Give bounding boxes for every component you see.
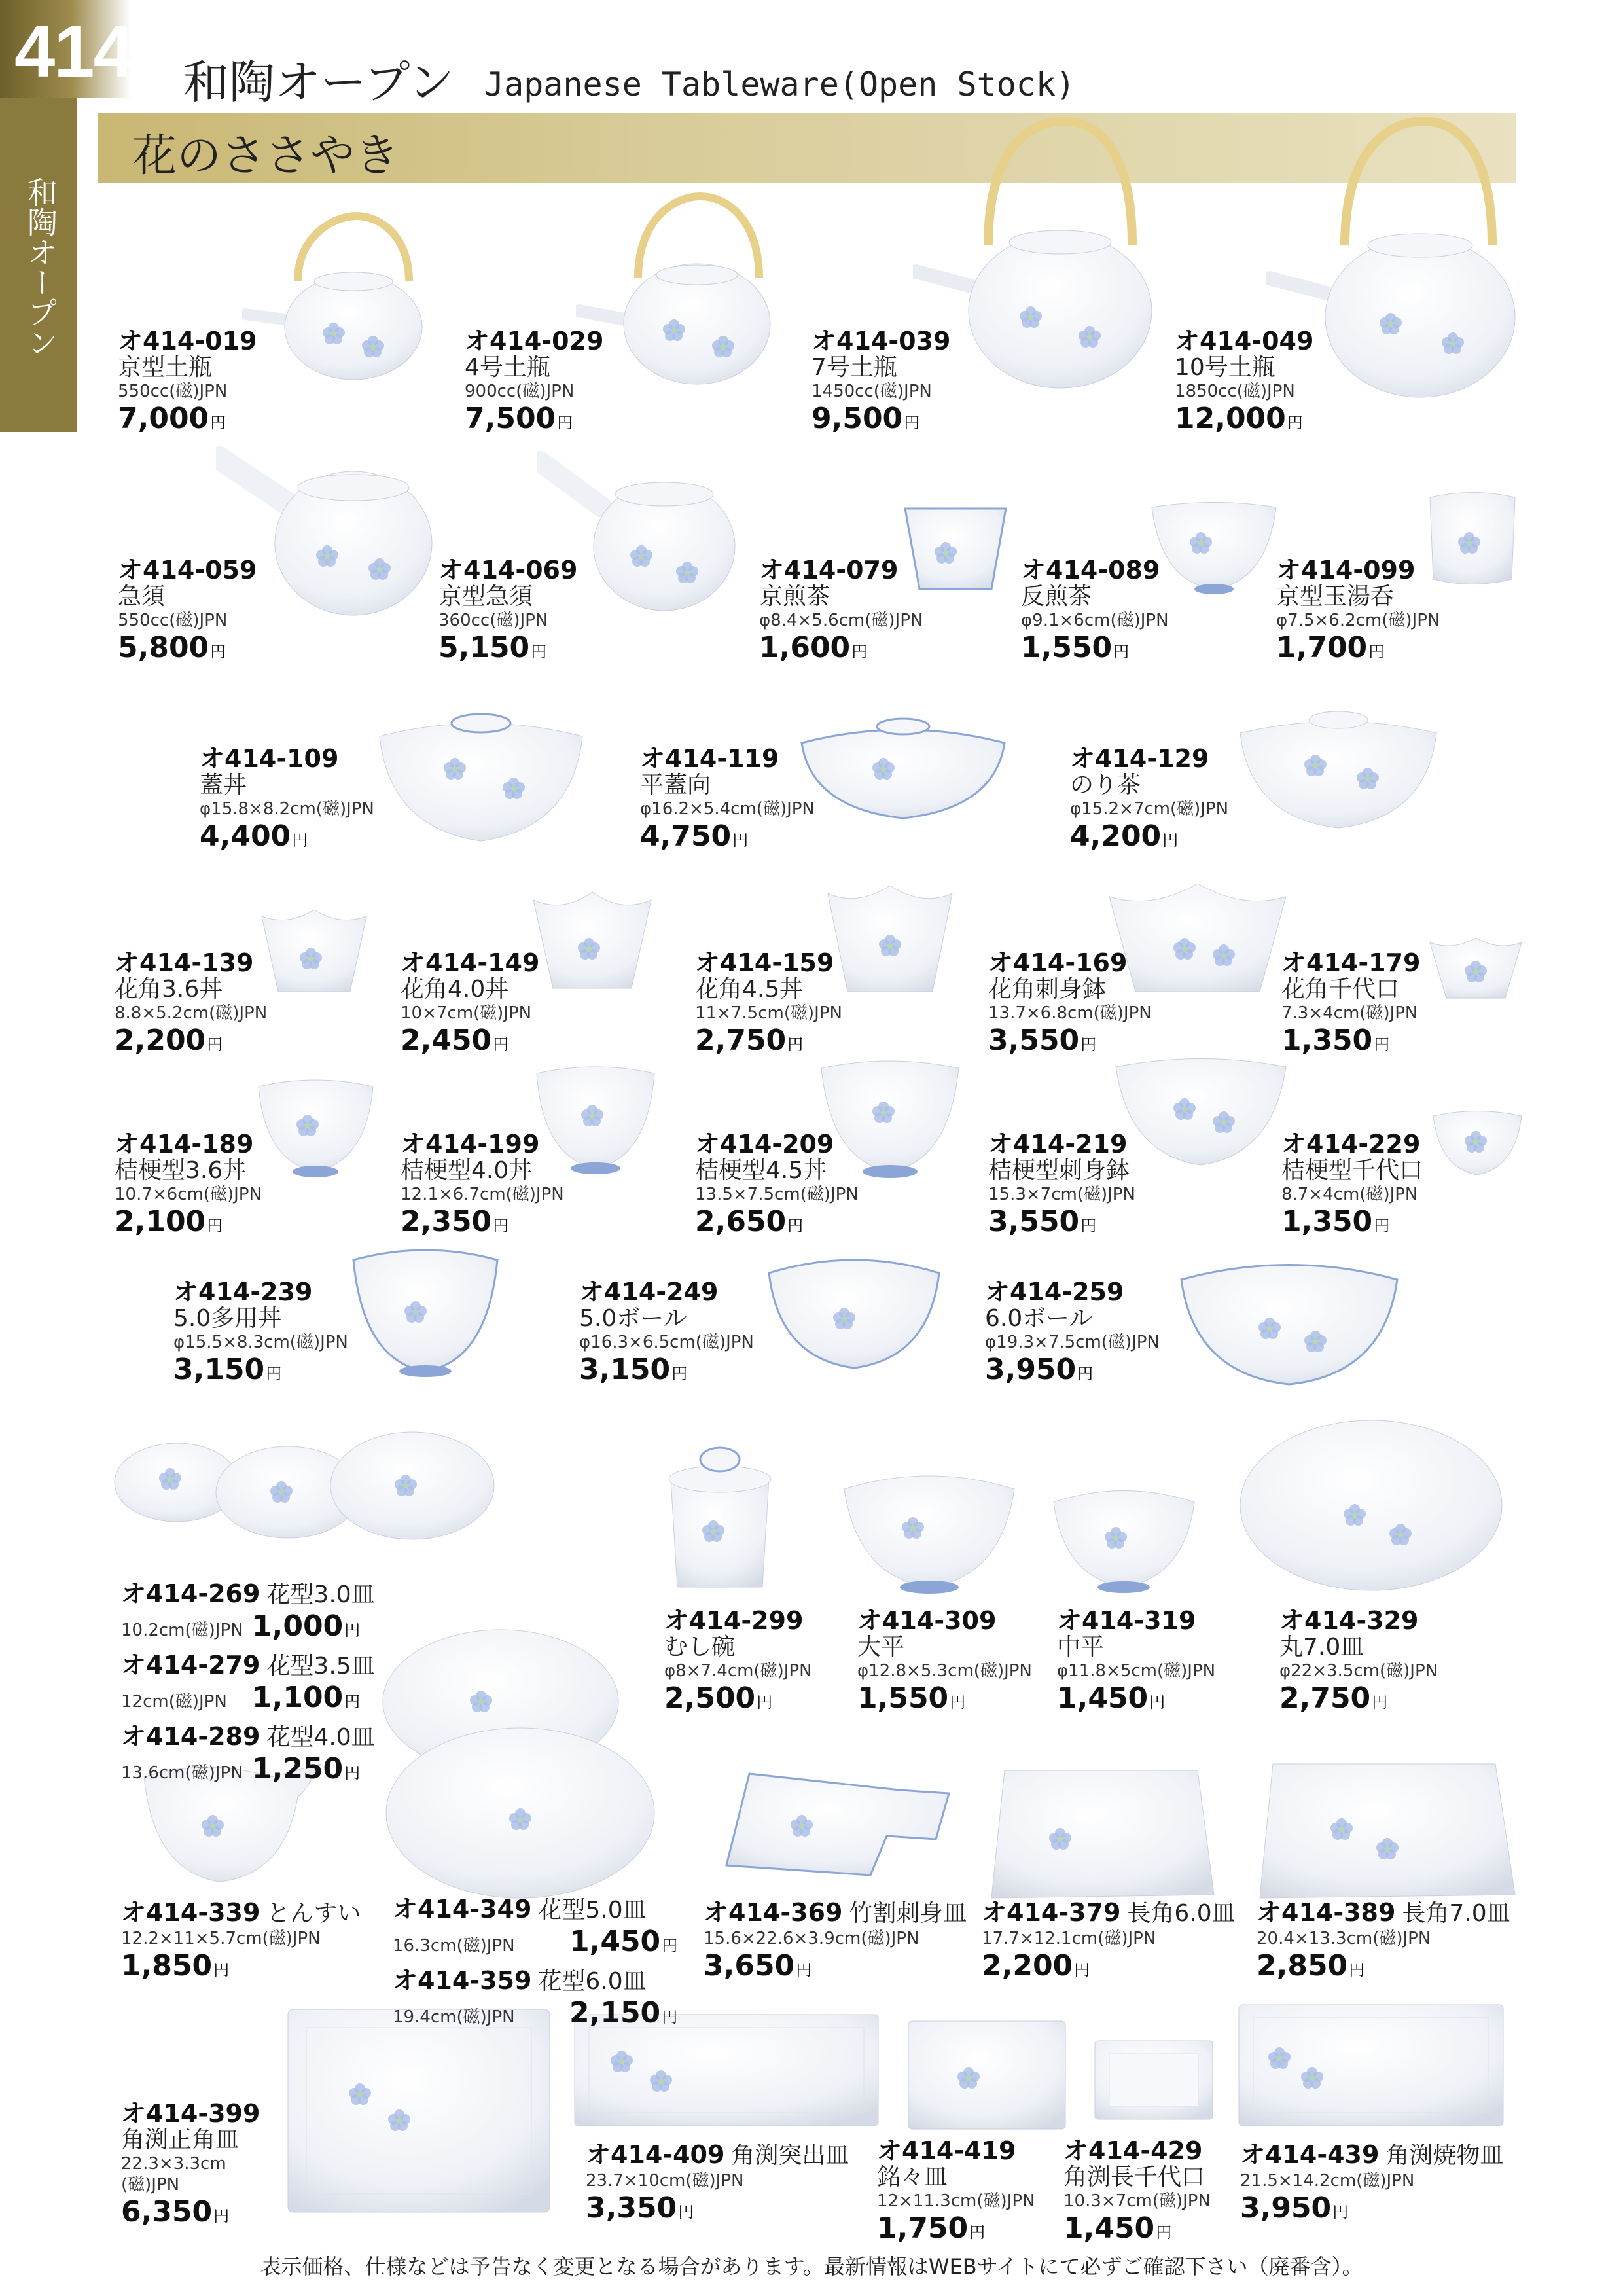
product-code: オ414-329 — [1279, 1606, 1419, 1635]
product-spec: 550cc(磁)JPN — [118, 611, 228, 630]
product-029[interactable] — [465, 327, 603, 440]
product-photo-399 — [281, 2003, 556, 2219]
product-price: 1,750円 — [877, 2212, 986, 2245]
product-photo-179 — [1427, 933, 1525, 1005]
product-189[interactable] — [115, 1130, 262, 1243]
product-179[interactable] — [1281, 949, 1420, 1062]
product-price: 2,750円 — [1279, 1681, 1388, 1715]
product-name: 角渕正角皿 — [121, 2126, 240, 2153]
product-name: 丸7.0皿 — [1279, 1634, 1364, 1660]
product-spec: φ8.4×5.6cm(磁)JPN — [759, 611, 923, 630]
product-419[interactable] — [877, 2137, 1035, 2250]
product-name: 角渕突出皿 — [731, 2142, 849, 2169]
product-code: オ414-069 — [438, 556, 578, 584]
product-spec: 10.3×7cm(磁)JPN — [1063, 2191, 1211, 2211]
product-spec: φ22×3.5cm(磁)JPN — [1279, 1661, 1438, 1681]
product-code: オ414-139 — [115, 948, 254, 977]
product-price: 2,150円 — [569, 1996, 678, 2030]
product-spec: φ12.8×5.3cm(磁)JPN — [857, 1661, 1032, 1681]
product-spec: 20.4×13.3cm(磁)JPN — [1257, 1929, 1431, 1948]
product-price: 2,200円 — [115, 1024, 223, 1057]
product-price: 2,350円 — [401, 1205, 509, 1238]
product-code: オ414-419 — [877, 2136, 1016, 2165]
product-price: 4,400円 — [200, 819, 308, 853]
product-spec: 13.6cm(磁)JPN — [121, 1763, 243, 1783]
product-379[interactable] — [982, 1895, 1236, 1987]
product-spec: 15.3×7cm(磁)JPN — [988, 1185, 1135, 1204]
product-name: とんすい — [266, 1900, 361, 1927]
product-price: 1,450円 — [1063, 2212, 1172, 2245]
product-price: 2,850円 — [1257, 1949, 1365, 1982]
product-spec: 23.7×10cm(磁)JPN — [586, 2171, 744, 2191]
product-069[interactable] — [438, 556, 577, 669]
product-name: 京型土瓶 — [118, 354, 213, 381]
product-photo-309 — [841, 1463, 1018, 1597]
product-name: 花角3.6丼 — [115, 976, 223, 1003]
product-spec: 12×11.3cm(磁)JPN — [877, 2191, 1035, 2211]
product-price: 1,450円 — [1057, 1681, 1166, 1715]
product-spec: 1850cc(磁)JPN — [1175, 382, 1295, 401]
product-spec: 15.6×22.6×3.9cm(磁)JPN — [704, 1929, 919, 1948]
product-price: 3,950円 — [985, 1353, 1094, 1386]
product-photo-129 — [1237, 687, 1440, 838]
product-269[interactable] — [121, 1576, 375, 1647]
product-spec: 17.7×12.1cm(磁)JPN — [982, 1929, 1156, 1948]
product-309[interactable] — [857, 1607, 1032, 1719]
product-photo-369 — [723, 1767, 952, 1882]
product-photo-429 — [1090, 2036, 1217, 2124]
product-109[interactable] — [200, 745, 374, 857]
product-price: 1,250円 — [252, 1752, 361, 1785]
product-name: 花型4.0皿 — [266, 1724, 375, 1751]
product-079[interactable] — [759, 556, 923, 669]
product-price: 1,700円 — [1276, 631, 1385, 664]
product-code: オ414-239 — [173, 1278, 313, 1306]
product-name: 6.0ボール — [985, 1305, 1093, 1332]
product-name: 反煎茶 — [1021, 583, 1092, 610]
product-169[interactable] — [988, 949, 1152, 1062]
product-code: オ414-319 — [1057, 1606, 1196, 1635]
product-149[interactable] — [401, 949, 539, 1062]
product-price: 3,150円 — [579, 1353, 688, 1386]
product-name: 桔梗型千代口 — [1281, 1157, 1423, 1184]
page-title-en: Japanese Tableware(Open Stock) — [484, 65, 1076, 103]
product-photo-189 — [255, 1073, 376, 1181]
product-price: 1,600円 — [759, 631, 868, 664]
product-spec: 16.3cm(磁)JPN — [393, 1936, 515, 1956]
page-title: 和陶オープン — [183, 56, 454, 109]
product-price: 3,350円 — [586, 2191, 694, 2225]
product-name: 花角刺身鉢 — [988, 976, 1107, 1003]
product-159[interactable] — [695, 949, 842, 1062]
product-code: オ414-379 — [982, 1898, 1121, 1927]
product-name: 5.0ボール — [579, 1305, 687, 1332]
product-name: 長角7.0皿 — [1402, 1900, 1510, 1927]
product-price: 3,950円 — [1240, 2191, 1349, 2225]
product-name: 中平 — [1057, 1634, 1105, 1660]
product-price: 1,100円 — [252, 1681, 361, 1714]
product-price: 5,800円 — [118, 631, 226, 664]
product-price: 2,750円 — [695, 1024, 804, 1057]
product-photo-019 — [242, 190, 452, 386]
product-spec: 13.5×7.5cm(磁)JPN — [695, 1185, 859, 1204]
product-price: 5,150円 — [438, 631, 547, 664]
product-spec: 900cc(磁)JPN — [465, 382, 575, 401]
product-code: オ414-289 — [121, 1722, 260, 1751]
product-price: 7,000円 — [118, 402, 226, 435]
product-code: オ414-249 — [579, 1278, 719, 1306]
product-photo-219 — [1113, 1050, 1289, 1175]
product-439[interactable] — [1240, 2137, 1503, 2229]
product-spec: 550cc(磁)JPN — [118, 382, 228, 401]
product-name: 桔梗型3.6丼 — [115, 1157, 247, 1184]
product-code: オ414-019 — [118, 327, 257, 355]
product-259[interactable] — [985, 1278, 1160, 1391]
product-name: 花角4.5丼 — [695, 976, 804, 1003]
product-spec: 22.3×3.3cm — [121, 2154, 226, 2174]
product-code: オ414-309 — [857, 1606, 997, 1635]
product-code: オ414-039 — [812, 327, 951, 355]
product-409[interactable] — [586, 2137, 849, 2229]
product-spec: φ9.1×6cm(磁)JPN — [1021, 611, 1169, 630]
product-price: 4,750円 — [640, 819, 749, 853]
product-price: 2,500円 — [664, 1681, 773, 1715]
product-spec: 10×7cm(磁)JPN — [401, 1003, 532, 1023]
product-code: オ414-219 — [988, 1130, 1128, 1158]
product-spec: 8.7×4cm(磁)JPN — [1281, 1185, 1418, 1204]
product-119[interactable] — [640, 745, 815, 857]
product-photo-229 — [1430, 1106, 1525, 1181]
product-photo-379 — [988, 1761, 1217, 1908]
section-title: 花のささやき — [132, 130, 400, 182]
product-code: オ414-199 — [401, 1130, 540, 1158]
product-239[interactable] — [173, 1278, 348, 1391]
product-code: オ414-109 — [200, 744, 339, 773]
product-name: 花角千代口 — [1281, 976, 1400, 1003]
product-219[interactable] — [988, 1130, 1135, 1243]
product-spec: 11×7.5cm(磁)JPN — [695, 1003, 842, 1023]
product-photo-029 — [576, 180, 792, 389]
product-price: 4,200円 — [1070, 819, 1179, 853]
product-code: オ414-409 — [586, 2140, 725, 2169]
product-199[interactable] — [401, 1130, 564, 1243]
product-spec: 19.4cm(磁)JPN — [393, 2007, 515, 2027]
product-photo-349-359 — [376, 1623, 658, 1905]
product-spec: 12cm(磁)JPN — [121, 1692, 227, 1712]
product-photo-269-289 — [111, 1420, 497, 1564]
product-name: 桔梗型4.0丼 — [401, 1157, 533, 1184]
product-name: 花型3.5皿 — [266, 1653, 375, 1679]
product-name: 京型急須 — [438, 583, 533, 610]
product-photo-389 — [1257, 1757, 1518, 1905]
product-price: 1,850円 — [121, 1949, 230, 1982]
page-number-block — [0, 0, 131, 98]
product-photo-319 — [1050, 1479, 1198, 1597]
product-price: 3,150円 — [173, 1353, 282, 1386]
product-name: 10号土瓶 — [1175, 354, 1275, 381]
product-price: 3,650円 — [704, 1949, 812, 1982]
product-price: 1,000円 — [252, 1609, 361, 1643]
product-photo-239 — [350, 1240, 501, 1381]
product-name: 蓋丼 — [200, 772, 247, 798]
product-name: 京型玉湯呑 — [1276, 583, 1395, 610]
product-code: オ414-169 — [988, 948, 1128, 977]
product-price: 12,000円 — [1175, 402, 1303, 435]
product-price: 1,350円 — [1281, 1024, 1390, 1057]
product-photo-259 — [1178, 1250, 1400, 1391]
product-code: オ414-229 — [1281, 1130, 1421, 1158]
product-name: 花型6.0皿 — [538, 1968, 647, 1995]
product-139[interactable] — [115, 949, 267, 1062]
product-code: オ414-359 — [393, 1966, 532, 1995]
product-name: のり茶 — [1070, 772, 1141, 798]
product-name: 花型3.0皿 — [266, 1581, 375, 1608]
product-photo-439 — [1234, 2000, 1508, 2130]
product-name: 4号土瓶 — [465, 354, 550, 381]
product-019[interactable] — [118, 327, 257, 440]
product-price: 9,500円 — [812, 402, 920, 435]
product-spec: 21.5×14.2cm(磁)JPN — [1240, 2171, 1415, 2191]
product-photo-039 — [913, 115, 1168, 396]
product-price: 1,550円 — [857, 1681, 966, 1715]
product-code: オ414-159 — [695, 948, 834, 977]
product-photo-109 — [376, 684, 586, 854]
product-349-359-block — [393, 1892, 677, 2034]
product-code: オ414-029 — [465, 327, 604, 355]
product-code: オ414-049 — [1175, 327, 1314, 355]
product-329[interactable] — [1279, 1607, 1438, 1719]
product-spec: φ15.2×7cm(磁)JPN — [1070, 799, 1229, 819]
product-code: オ414-429 — [1063, 2136, 1203, 2165]
product-289[interactable] — [121, 1719, 375, 1790]
product-spec: 12.1×6.7cm(磁)JPN — [401, 1185, 564, 1204]
product-price: 7,500円 — [465, 402, 573, 435]
product-name: 花角4.0丼 — [401, 976, 509, 1003]
product-name: 桔梗型4.5丼 — [695, 1157, 827, 1184]
product-photo-119 — [798, 697, 1008, 828]
product-code: オ414-089 — [1021, 556, 1160, 584]
product-code: オ414-209 — [695, 1130, 834, 1158]
product-name: 花型5.0皿 — [538, 1897, 647, 1924]
product-code: オ414-179 — [1281, 948, 1421, 977]
product-399[interactable] — [121, 2100, 260, 2233]
product-name: 角渕長千代口 — [1063, 2164, 1205, 2191]
product-code: オ414-059 — [118, 556, 257, 584]
product-389[interactable] — [1257, 1895, 1510, 1987]
product-name: 大平 — [857, 1634, 905, 1660]
product-price: 2,200円 — [982, 1949, 1090, 1982]
product-price: 2,450円 — [401, 1024, 509, 1057]
product-code: オ414-099 — [1276, 556, 1416, 584]
product-code: オ414-129 — [1070, 744, 1209, 773]
product-code: オ414-279 — [121, 1651, 260, 1679]
product-code: オ414-439 — [1240, 2140, 1380, 2169]
product-photo-149 — [530, 887, 654, 998]
product-spec: φ11.8×5cm(磁)JPN — [1057, 1661, 1216, 1681]
product-059[interactable] — [118, 556, 257, 669]
product-299[interactable] — [664, 1607, 812, 1719]
product-code: オ414-399 — [121, 2099, 260, 2128]
product-code: オ414-259 — [985, 1278, 1124, 1306]
product-049[interactable] — [1175, 327, 1313, 440]
product-name: 平蓋向 — [640, 772, 711, 798]
product-429[interactable] — [1063, 2137, 1211, 2250]
product-price: 1,350円 — [1281, 1205, 1390, 1238]
product-spec: φ19.3×7.5cm(磁)JPN — [985, 1333, 1160, 1352]
product-photo-419 — [903, 2016, 1070, 2134]
product-code: オ414-079 — [759, 556, 899, 584]
page-number: 414 — [14, 10, 133, 92]
product-code: オ414-189 — [115, 1130, 254, 1158]
product-name: 京煎茶 — [759, 583, 830, 610]
product-name: 角渕焼物皿 — [1385, 2142, 1504, 2169]
product-129[interactable] — [1070, 745, 1228, 857]
product-spec: 10.7×6cm(磁)JPN — [115, 1185, 262, 1204]
product-price: 1,550円 — [1021, 631, 1130, 664]
product-photo-159 — [825, 880, 955, 1001]
product-spec: φ16.3×6.5cm(磁)JPN — [579, 1333, 754, 1352]
product-369[interactable] — [704, 1895, 967, 1987]
product-spec: 12.2×11×5.7cm(磁)JPN — [121, 1929, 321, 1948]
product-359[interactable] — [393, 1963, 677, 2034]
product-code: オ414-299 — [664, 1606, 804, 1635]
product-spec: φ15.5×8.3cm(磁)JPN — [173, 1333, 348, 1352]
product-spec: φ8×7.4cm(磁)JPN — [664, 1661, 812, 1681]
side-index-tab[interactable] — [0, 98, 77, 432]
product-price: 1,450円 — [569, 1925, 678, 1958]
product-name: 7号土瓶 — [812, 354, 897, 381]
product-spec: 13.7×6.8cm(磁)JPN — [988, 1003, 1152, 1023]
product-name: 5.0多用丼 — [173, 1305, 282, 1332]
product-price: 6,350円 — [121, 2195, 230, 2229]
product-249[interactable] — [579, 1278, 754, 1391]
product-spec-material: (磁)JPN — [121, 2175, 180, 2195]
product-319[interactable] — [1057, 1607, 1215, 1719]
product-price: 3,550円 — [988, 1024, 1097, 1057]
product-name: 長角6.0皿 — [1127, 1900, 1236, 1927]
product-name: 銘々皿 — [877, 2164, 948, 2191]
product-code: オ414-389 — [1257, 1898, 1396, 1927]
product-099[interactable] — [1276, 556, 1440, 669]
product-269-289-block — [121, 1576, 375, 1790]
product-price: 3,550円 — [988, 1205, 1097, 1238]
product-039[interactable] — [812, 327, 950, 440]
product-spec: 10.2cm(磁)JPN — [121, 1621, 243, 1640]
product-code: オ414-369 — [704, 1898, 843, 1927]
product-photo-249 — [766, 1247, 942, 1374]
product-price: 2,650円 — [695, 1205, 804, 1238]
footer-notice: 表示価格、仕様などは予告なく変更となる場合があります。最新情報はWEBサイトにて必ずご確認下さい（廃番含）。 — [260, 2254, 1363, 2279]
product-spec: φ7.5×6.2cm(磁)JPN — [1276, 611, 1440, 630]
product-spec: φ15.8×8.2cm(磁)JPN — [200, 799, 374, 819]
product-code: オ414-269 — [121, 1579, 260, 1608]
product-photo-299 — [661, 1440, 779, 1600]
product-279[interactable] — [121, 1647, 375, 1719]
side-index-label: 和陶オープン — [23, 177, 58, 357]
product-photo-139 — [259, 903, 370, 1001]
product-spec: 360cc(磁)JPN — [438, 611, 548, 630]
product-089[interactable] — [1021, 556, 1169, 669]
product-spec: 7.3×4cm(磁)JPN — [1281, 1003, 1418, 1023]
product-spec: 1450cc(磁)JPN — [812, 382, 932, 401]
product-code: オ414-349 — [393, 1895, 532, 1924]
product-code: オ414-149 — [401, 948, 540, 977]
product-code: オ414-339 — [121, 1898, 260, 1927]
product-name: 桔梗型刺身鉢 — [988, 1157, 1130, 1184]
product-name: 竹割刺身皿 — [849, 1900, 967, 1927]
product-339[interactable] — [121, 1895, 361, 1987]
product-code: オ414-119 — [640, 744, 779, 773]
product-209[interactable] — [695, 1130, 859, 1243]
product-name: 急須 — [118, 583, 166, 610]
product-photo-329 — [1237, 1417, 1505, 1594]
product-spec: φ16.2×5.4cm(磁)JPN — [640, 799, 815, 819]
product-price: 2,100円 — [115, 1205, 223, 1238]
product-349[interactable] — [393, 1892, 677, 1963]
product-name: むし碗 — [664, 1634, 736, 1660]
product-229[interactable] — [1281, 1130, 1423, 1243]
product-spec: 8.8×5.2cm(磁)JPN — [115, 1003, 268, 1023]
